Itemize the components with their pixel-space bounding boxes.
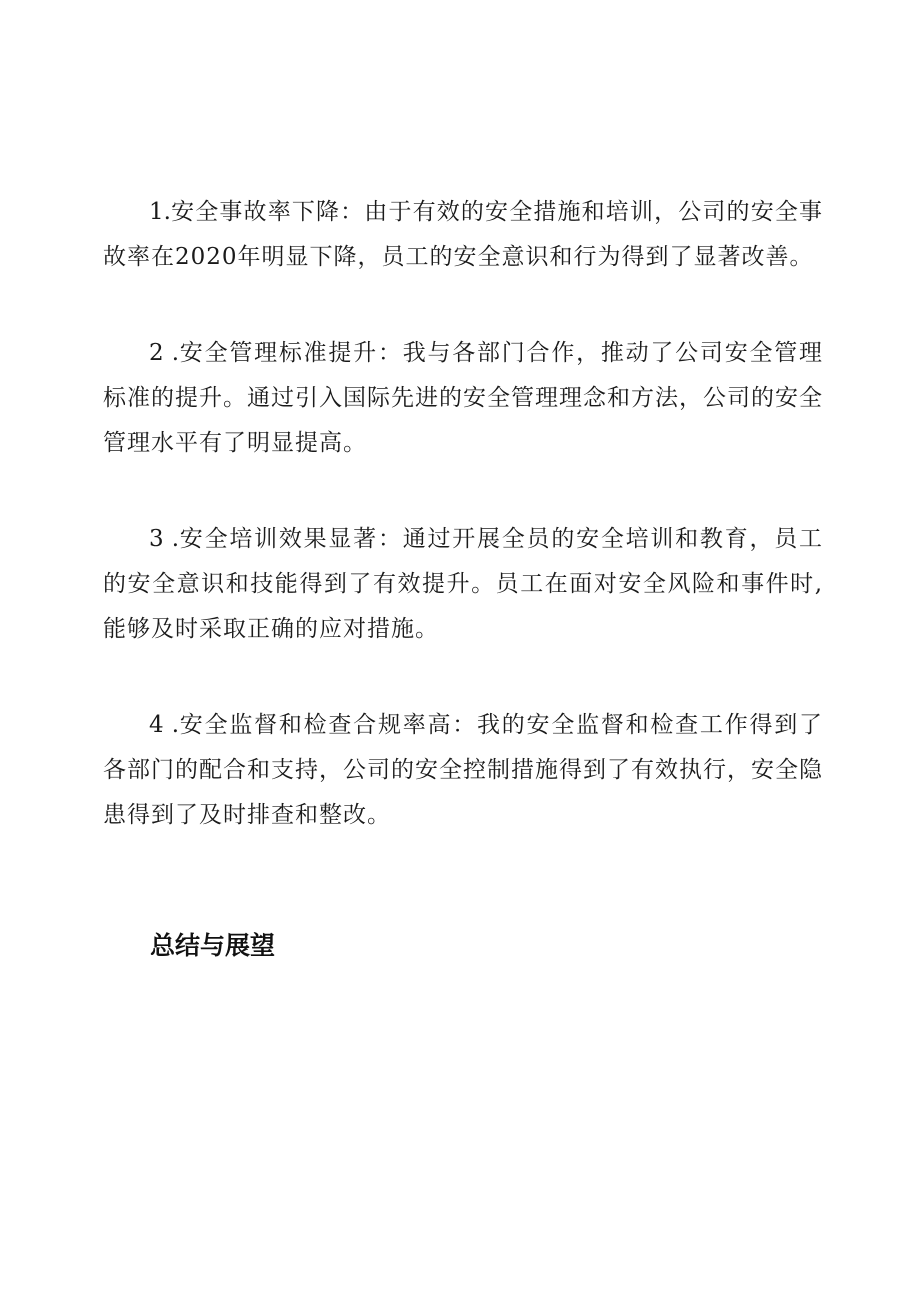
paragraph-3	[103, 517, 823, 652]
paragraph-1	[103, 190, 823, 280]
paragraph-text: 安全管理标准提升：我与各部门合作，推动了公司安全管理标准的提升。通过引入国际先进的安全管理理念和方法，公司的安全管理水平有了明显提高。	[103, 340, 823, 456]
paragraph-text: 安全培训效果显著：通过开展全员的安全培训和教育，员工的安全意识和技能得到了有效提升。员工在面对安全风险和事件时,能够及时采取正确的应对措施。	[103, 526, 823, 642]
paragraph-number: 3 .	[149, 526, 180, 552]
paragraph-number: 4 .	[149, 712, 180, 738]
document-body	[103, 190, 823, 889]
paragraph-text: 安全事故率下降：由于有效的安全措施和培训，公司的安全事故率在2020年明显下降，员工的安全意识和行为得到了显著改善。	[103, 199, 823, 270]
section-heading: 总结与展望	[150, 931, 276, 960]
paragraph-2	[103, 331, 823, 466]
paragraph-text: 安全监督和检查合规率高：我的安全监督和检查工作得到了各部门的配合和支持，公司的安全控制措施得到了有效执行，安全隐患得到了及时排查和整改。	[103, 712, 823, 828]
paragraph-number: 1.	[149, 199, 171, 225]
paragraph-4	[103, 703, 823, 838]
paragraph-number: 2 .	[149, 340, 180, 366]
